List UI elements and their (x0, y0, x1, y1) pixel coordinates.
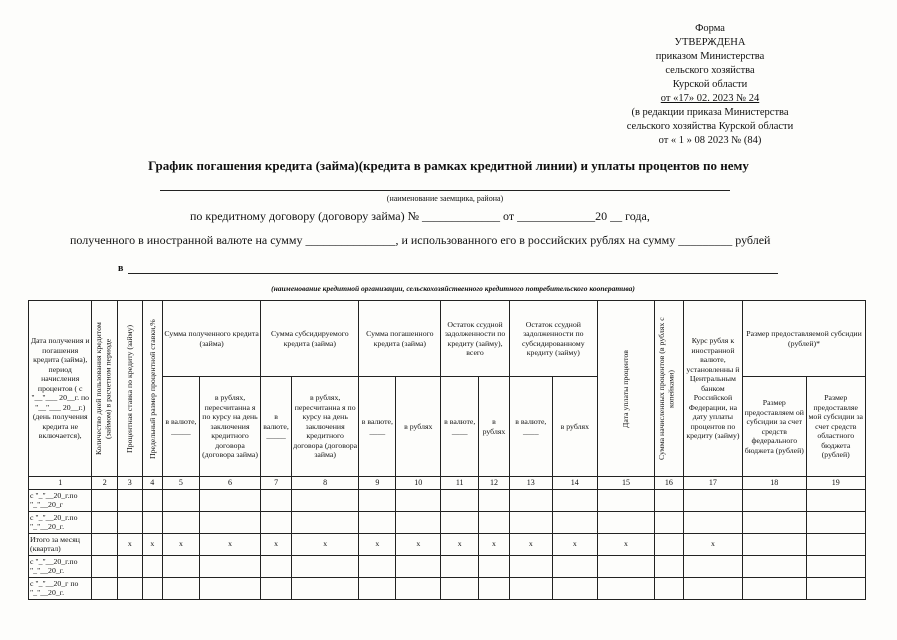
period-cell: с "_"__20_г.по "_"__20_г. (29, 511, 92, 533)
period-cell: с "_"__20_г.по "_"__20_г. (29, 555, 92, 577)
x-mark: x (441, 533, 479, 555)
header-val: в валюте, ____ (359, 377, 396, 477)
x-mark: x (118, 533, 143, 555)
column-number: 13 (509, 477, 552, 490)
period-cell: с "_"__20_г.по "_"__20_г (29, 489, 92, 511)
x-mark: x (199, 533, 260, 555)
total-row (29, 533, 866, 555)
total-label: Итого за месяц (квартал) (29, 533, 92, 555)
column-number: 6 (199, 477, 260, 490)
header-federal: Размер предоставляем ой субсидии за счет средств федерального бюджета (рублей) (743, 377, 806, 477)
header-val: в валюте, ____ (509, 377, 552, 477)
x-mark: x (163, 533, 200, 555)
header-exchange-rate: Курс рубля к иностранной валюте, установленны й Центральным банком Российской Федерации, на дату уплаты процентов по кредиту (займу) (683, 301, 742, 477)
amount-line: полученного в иностранной валюте на сумму _______________, и использованного его в российских рублях на сумму _________ рублей (70, 233, 771, 247)
x-mark: x (261, 533, 292, 555)
approval-date: от «17» 02. 2023 № 24 (660, 93, 760, 104)
x-mark: x (552, 533, 597, 555)
contract-line: по кредитному договору (договору займа) № _____________ от _____________20 __ года, (190, 209, 650, 223)
column-number: 11 (441, 477, 479, 490)
column-number: 18 (743, 477, 806, 490)
header-interest-sum: Сумма начисленных процентов (в рублях с копейками) (655, 301, 684, 477)
header-val: в валюте, ____ (441, 377, 479, 477)
bank-caption: (наименование кредитной организации, сельскохозяйственного кредитного потребительского кооператива) (271, 284, 635, 293)
approval-line: сельского хозяйства (665, 65, 755, 76)
revision-date: от « 1 » 08 2023 № (84) (658, 135, 762, 146)
x-mark: x (142, 533, 162, 555)
header-rub: в рублях (396, 377, 441, 477)
header-max-rate: Предельный размер процентной ставки,% (142, 301, 162, 477)
column-number: 9 (359, 477, 396, 490)
column-number: 7 (261, 477, 292, 490)
borrower-line (160, 190, 730, 191)
approved-label: УТВЕРЖДЕНА (674, 37, 746, 48)
x-mark: x (396, 533, 441, 555)
x-mark: x (479, 533, 510, 555)
table-row (29, 511, 866, 533)
column-number: 17 (683, 477, 742, 490)
header-interest-date: Дата уплаты процентов (597, 301, 654, 477)
column-number: 8 (291, 477, 359, 490)
column-number: 16 (655, 477, 684, 490)
x-mark: x (509, 533, 552, 555)
column-number: 1 (29, 477, 92, 490)
header-received: Сумма полученного кредита (займа) (163, 301, 261, 377)
header-regional: Размер предоставляе мой субсидии за счет средств областного бюджета (рублей) (806, 377, 866, 477)
header-val: в валюте, _____ (261, 377, 292, 477)
column-number: 3 (118, 477, 143, 490)
header-rub-conv: в рублях, пересчитанна я по курсу на день заключения кредитного договора (договора займа) (291, 377, 359, 477)
table-row (29, 489, 866, 511)
header-subsidy: Размер предоставляемой субсидии (рублей)* (743, 301, 866, 377)
header-rub-conv: в рублях, пересчитанна я по курсу на день заключения кредитного договора (договора займа) (199, 377, 260, 477)
header-balance-total: Остаток ссудной задолженности по кредиту (займу), всего (441, 301, 510, 377)
header-date-period: Дата получения и погашения кредита (займа), период начисления процентов ( с "__"___ 20__г. по "__"___ 20__г.) (день получения кредита не включается), (29, 301, 92, 477)
approval-line: Курской области (672, 79, 748, 90)
header-rub: в рублях (552, 377, 597, 477)
column-number: 5 (163, 477, 200, 490)
approval-line: сельского хозяйства Курской области (626, 121, 794, 132)
column-number: 10 (396, 477, 441, 490)
header-rate: Процентная ставка по кредиту (займу) (118, 301, 143, 477)
repayment-table (28, 300, 866, 600)
column-number: 12 (479, 477, 510, 490)
header-subsidized: Сумма субсидируемого кредита (займа) (261, 301, 359, 377)
form-label: Форма (695, 23, 725, 34)
column-number: 14 (552, 477, 597, 490)
x-mark: x (291, 533, 359, 555)
table-row (29, 577, 866, 599)
table-row (29, 555, 866, 577)
header-val: в валюте, _____ (163, 377, 200, 477)
approval-line: приказом Министерства (655, 51, 765, 62)
x-mark: x (359, 533, 396, 555)
x-mark: x (597, 533, 654, 555)
page-title: График погашения кредита (займа)(кредита в рамках кредитной линии) и уплаты процентов по нему (148, 158, 749, 173)
period-cell: с "_"__20_г по "_"__20_г. (29, 577, 92, 599)
approval-block (600, 22, 820, 148)
approval-line: (в редакции приказа Министерства (631, 107, 789, 118)
header-rub: в рублях (479, 377, 510, 477)
column-number: 19 (806, 477, 866, 490)
header-balance-subsidized: Остаток ссудной задолженности по субсидированному кредиту (займу) (509, 301, 597, 377)
bank-line (128, 273, 778, 274)
header-days: Количество дней пользования кредитом (займом) в расчетном периоде (92, 301, 118, 477)
column-numbers-row (29, 477, 866, 490)
borrower-caption: (наименование заемщика, района) (386, 194, 504, 203)
column-number: 15 (597, 477, 654, 490)
column-number: 4 (142, 477, 162, 490)
header-repaid: Сумма погашенного кредита (займа) (359, 301, 441, 377)
x-mark: x (683, 533, 742, 555)
column-number: 2 (92, 477, 118, 490)
bank-prefix: в (118, 263, 124, 274)
